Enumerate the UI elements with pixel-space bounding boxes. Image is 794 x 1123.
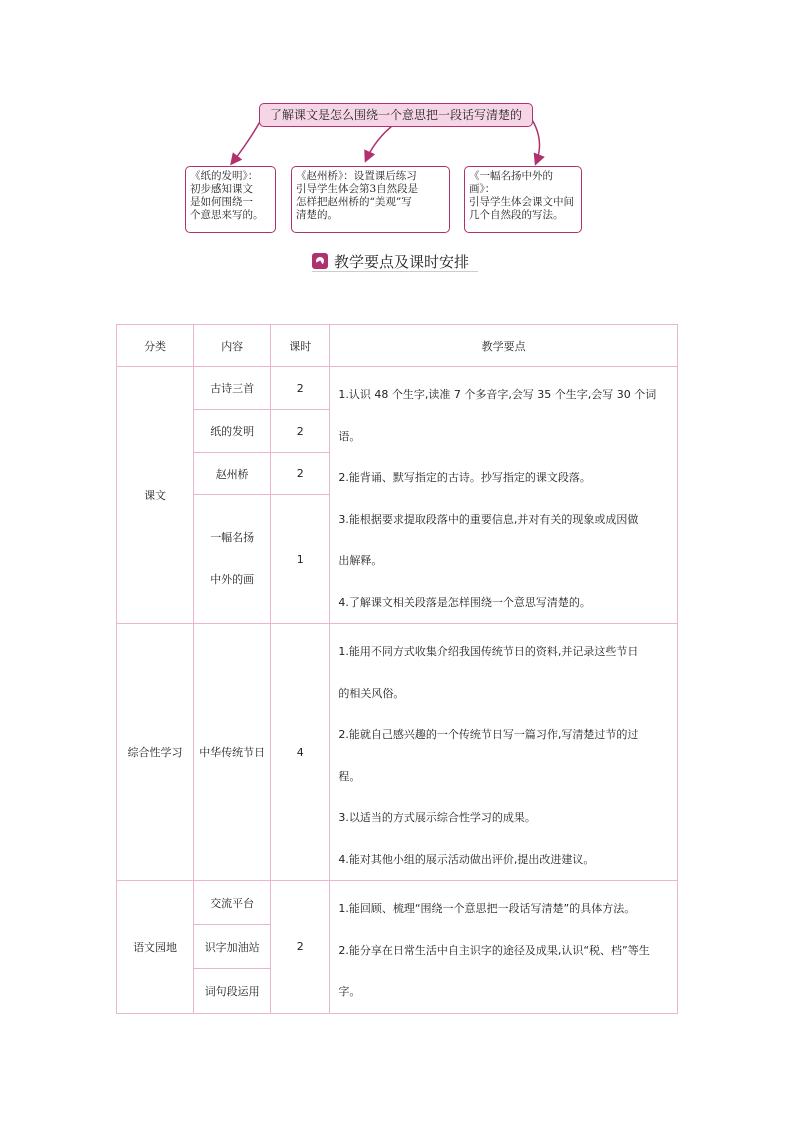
teaching-plan-table <box>116 324 678 1014</box>
category-cell: 语文园地 <box>117 881 194 1014</box>
box-line: 个意思来写的。 <box>190 209 264 221</box>
content-cell: 词句段运用 <box>194 969 271 1013</box>
box-title: 《纸的发明》： <box>190 170 259 182</box>
box-line: 引导学生体会课文中间 <box>469 196 574 208</box>
arrow-left <box>232 118 262 163</box>
content-line: 中外的画 <box>210 573 255 587</box>
point-line: 语。 <box>338 429 361 443</box>
content-cell: 古诗三首 <box>194 367 271 410</box>
arrow-middle <box>366 126 392 160</box>
box-line: 几个自然段的写法。 <box>469 209 564 221</box>
content-cell <box>194 495 271 624</box>
point-line: 程。 <box>338 769 361 783</box>
box-line: 清楚的。 <box>296 209 338 221</box>
points-cell <box>330 624 678 881</box>
table-row <box>117 624 678 881</box>
bookmark-icon <box>312 253 328 269</box>
content-line: 一幅名扬 <box>210 531 255 545</box>
box-line: 初步感知课文 <box>190 183 253 195</box>
content-cell: 交流平台 <box>194 881 271 925</box>
point-line: 1.能回顾、梳理“围绕一个意思把一段话写清楚”的具体方法。 <box>338 902 636 915</box>
point-line: 1.能用不同方式收集介绍我国传统节日的资料,并记录这些节日 <box>338 645 639 658</box>
point-line: 3.能根据要求提取段落中的重要信息,并对有关的现象或成因做 <box>338 512 639 526</box>
box-line: 是如何围绕一 <box>190 196 253 208</box>
points-cell <box>330 367 678 624</box>
point-line: 3.以适当的方式展示综合性学习的成果。 <box>338 811 536 824</box>
table-row <box>117 367 678 410</box>
category-cell: 综合性学习 <box>117 624 194 881</box>
point-line: 的相关风俗。 <box>338 686 405 700</box>
content-cell: 识字加油站 <box>194 925 271 969</box>
diagram-box-painting <box>464 166 582 233</box>
point-line: 2.能就自己感兴趣的一个传统节日写一篇习作,写清楚过节的过 <box>338 728 639 741</box>
hours-cell: 2 <box>271 410 330 453</box>
content-cell: 中华传统节日 <box>194 624 271 881</box>
box-title: 《一幅名扬中外的画》： <box>469 170 553 195</box>
hours-cell: 2 <box>271 881 330 1014</box>
diagram-box-bridge <box>291 166 450 233</box>
hours-cell: 2 <box>271 453 330 495</box>
section-heading <box>312 250 469 272</box>
point-line: 2.能背诵、默写指定的古诗。抄写指定的课文段落。 <box>338 471 591 484</box>
point-line: 字。 <box>338 985 361 998</box>
point-line: 2.能分享在日常生活中自主识字的途径及成果,认识“税、档”等生 <box>338 943 650 957</box>
point-line: 4.了解课文相关段落是怎样围绕一个意思写清楚的。 <box>338 595 591 609</box>
point-line: 1.认识 48 个生字,读准 7 个多音字,会写 35 个生字,会写 30 个词 <box>338 388 657 401</box>
content-cell: 纸的发明 <box>194 410 271 453</box>
content-cell: 赵州桥 <box>194 453 271 495</box>
box-line: 引导学生体会第3自然段是 <box>296 183 419 195</box>
diagram-top-box: 了解课文是怎么围绕一个意思把一段话写清楚的 <box>259 103 533 127</box>
box-line: 怎样把赵州桥的“美观”写 <box>296 196 412 208</box>
table-row <box>117 881 678 925</box>
diagram-box-paper <box>185 166 276 233</box>
category-cell: 课文 <box>117 367 194 624</box>
header-category: 分类 <box>117 325 194 367</box>
section-underline <box>312 271 478 272</box>
hours-cell: 2 <box>271 367 330 410</box>
header-hours: 课时 <box>271 325 330 367</box>
point-line: 出解释。 <box>338 554 383 567</box>
header-content: 内容 <box>194 325 271 367</box>
point-line: 4.能对其他小组的展示活动做出评价,提出改进建议。 <box>338 852 595 866</box>
table-header-row <box>117 325 678 367</box>
hours-cell: 1 <box>271 495 330 624</box>
hours-cell: 4 <box>271 624 330 881</box>
section-title: 教学要点及课时安排 <box>334 252 470 271</box>
arrow-right <box>531 118 540 163</box>
points-cell <box>330 881 678 1014</box>
header-points: 教学要点 <box>330 325 678 367</box>
box-title: 《赵州桥》：设置课后练习 <box>296 170 417 182</box>
